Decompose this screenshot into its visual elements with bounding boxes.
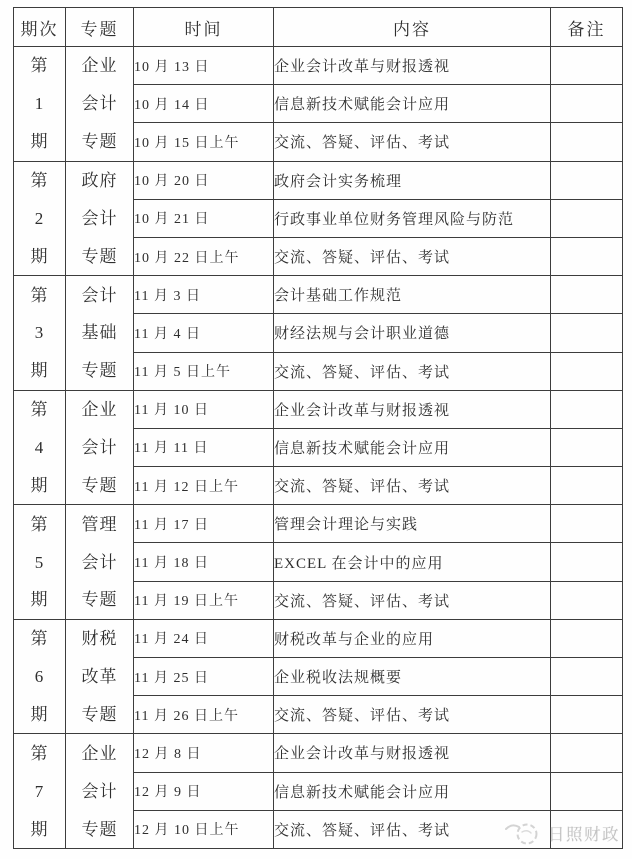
topic-line: 企业 <box>81 56 118 76</box>
note-cell <box>551 772 623 810</box>
header-cell-content: 内容 <box>274 8 551 47</box>
period-line: 期 <box>30 361 49 381</box>
topic-line: 专题 <box>81 819 118 839</box>
period-stack <box>14 47 65 161</box>
period-line: 3 <box>34 323 45 343</box>
content-cell: 企业会计改革与财报透视 <box>274 390 551 428</box>
header-cell-period: 期次 <box>14 8 66 47</box>
content-cell: 交流、答疑、评估、考试 <box>274 810 551 848</box>
period-line: 第 <box>30 170 49 190</box>
period-cell <box>14 619 66 734</box>
period-line: 第 <box>30 56 49 76</box>
note-cell <box>551 199 623 237</box>
period-line: 期 <box>30 475 49 495</box>
period-line: 期 <box>30 704 49 724</box>
table-row <box>14 276 623 314</box>
topic-stack <box>66 391 133 505</box>
time-cell: 12 月 9 日 <box>134 772 274 810</box>
period-line: 5 <box>34 552 45 572</box>
topic-stack <box>66 162 133 276</box>
topic-cell <box>66 390 134 505</box>
content-cell: 交流、答疑、评估、考试 <box>274 123 551 161</box>
time-cell: 11 月 25 日 <box>134 658 274 696</box>
period-cell <box>14 161 66 276</box>
topic-line: 专题 <box>81 361 118 381</box>
time-cell: 10 月 21 日 <box>134 199 274 237</box>
time-cell: 11 月 19 日上午 <box>134 581 274 619</box>
topic-cell <box>66 619 134 734</box>
table-row <box>14 505 623 543</box>
period-stack <box>14 620 65 734</box>
table-row <box>14 734 623 772</box>
time-cell: 11 月 26 日上午 <box>134 696 274 734</box>
content-cell: 企业税收法规概要 <box>274 658 551 696</box>
content-cell: 政府会计实务梳理 <box>274 161 551 199</box>
period-line: 第 <box>30 400 49 420</box>
schedule-table <box>13 7 623 849</box>
header-cell-note: 备注 <box>551 8 623 47</box>
note-cell <box>551 581 623 619</box>
table-row <box>14 619 623 657</box>
period-stack <box>14 505 65 619</box>
period-line: 第 <box>30 743 49 763</box>
time-cell: 11 月 3 日 <box>134 276 274 314</box>
period-line: 7 <box>34 781 45 801</box>
topic-line: 专题 <box>81 132 118 152</box>
topic-line: 专题 <box>81 704 118 724</box>
period-stack <box>14 391 65 505</box>
time-cell: 10 月 20 日 <box>134 161 274 199</box>
time-cell: 11 月 18 日 <box>134 543 274 581</box>
content-cell: 信息新技术赋能会计应用 <box>274 428 551 466</box>
topic-line: 专题 <box>81 246 118 266</box>
note-cell <box>551 352 623 390</box>
period-stack <box>14 162 65 276</box>
time-cell: 11 月 12 日上午 <box>134 467 274 505</box>
time-cell: 10 月 15 日上午 <box>134 123 274 161</box>
topic-line: 专题 <box>81 475 118 495</box>
note-cell <box>551 237 623 275</box>
note-cell <box>551 543 623 581</box>
period-line: 6 <box>34 667 45 687</box>
period-line: 1 <box>34 94 45 114</box>
topic-cell <box>66 505 134 620</box>
topic-cell <box>66 47 134 162</box>
period-cell <box>14 276 66 391</box>
table-row <box>14 390 623 428</box>
topic-line: 基础 <box>81 323 118 343</box>
note-cell <box>551 734 623 772</box>
topic-line: 财税 <box>81 629 118 649</box>
header-cell-topic: 专题 <box>66 8 134 47</box>
period-cell <box>14 734 66 849</box>
topic-stack <box>66 276 133 390</box>
note-cell <box>551 123 623 161</box>
table-row <box>14 47 623 85</box>
note-cell <box>551 810 623 848</box>
topic-stack <box>66 47 133 161</box>
content-cell: 管理会计理论与实践 <box>274 505 551 543</box>
note-cell <box>551 85 623 123</box>
period-line: 第 <box>30 514 49 534</box>
topic-cell <box>66 734 134 849</box>
header-row <box>14 8 623 47</box>
note-cell <box>551 390 623 428</box>
note-cell <box>551 161 623 199</box>
note-cell <box>551 619 623 657</box>
period-line: 第 <box>30 285 49 305</box>
watermark-label: 日照财政 <box>548 825 620 844</box>
topic-line: 企业 <box>81 400 118 420</box>
period-line: 期 <box>30 132 49 152</box>
content-cell: EXCEL 在会计中的应用 <box>274 543 551 581</box>
topic-line: 会计 <box>81 437 118 457</box>
content-cell: 企业会计改革与财报透视 <box>274 734 551 772</box>
topic-stack <box>66 620 133 734</box>
topic-line: 管理 <box>81 514 118 534</box>
content-cell: 信息新技术赋能会计应用 <box>274 85 551 123</box>
time-cell: 11 月 11 日 <box>134 428 274 466</box>
topic-cell <box>66 161 134 276</box>
topic-cell <box>66 276 134 391</box>
time-cell: 10 月 14 日 <box>134 85 274 123</box>
table-row <box>14 161 623 199</box>
content-cell: 交流、答疑、评估、考试 <box>274 237 551 275</box>
note-cell <box>551 467 623 505</box>
note-cell <box>551 658 623 696</box>
note-cell <box>551 696 623 734</box>
content-cell: 交流、答疑、评估、考试 <box>274 581 551 619</box>
note-cell <box>551 276 623 314</box>
content-cell: 财经法规与会计职业道德 <box>274 314 551 352</box>
period-stack <box>14 734 65 848</box>
topic-line: 会计 <box>81 208 118 228</box>
time-cell: 10 月 22 日上午 <box>134 237 274 275</box>
content-cell: 交流、答疑、评估、考试 <box>274 467 551 505</box>
content-cell: 信息新技术赋能会计应用 <box>274 772 551 810</box>
header-cell-time: 时间 <box>134 8 274 47</box>
topic-stack <box>66 734 133 848</box>
topic-line: 会计 <box>81 94 118 114</box>
time-cell: 10 月 13 日 <box>134 47 274 85</box>
time-cell: 11 月 5 日上午 <box>134 352 274 390</box>
content-cell: 企业会计改革与财报透视 <box>274 47 551 85</box>
content-cell: 行政事业单位财务管理风险与防范 <box>274 199 551 237</box>
topic-line: 会计 <box>81 781 118 801</box>
period-line: 第 <box>30 629 49 649</box>
time-cell: 12 月 8 日 <box>134 734 274 772</box>
topic-line: 企业 <box>81 743 118 763</box>
period-line: 期 <box>30 246 49 266</box>
note-cell <box>551 505 623 543</box>
time-cell: 11 月 10 日 <box>134 390 274 428</box>
period-line: 期 <box>30 590 49 610</box>
time-cell: 11 月 17 日 <box>134 505 274 543</box>
topic-stack <box>66 505 133 619</box>
period-line: 4 <box>34 437 45 457</box>
note-cell <box>551 428 623 466</box>
time-cell: 11 月 4 日 <box>134 314 274 352</box>
content-cell: 财税改革与企业的应用 <box>274 619 551 657</box>
period-line: 期 <box>30 819 49 839</box>
note-cell <box>551 47 623 85</box>
topic-line: 改革 <box>81 667 118 687</box>
time-cell: 12 月 10 日上午 <box>134 810 274 848</box>
period-stack <box>14 276 65 390</box>
topic-line: 会计 <box>81 285 118 305</box>
note-cell <box>551 314 623 352</box>
period-cell <box>14 47 66 162</box>
period-cell <box>14 390 66 505</box>
content-cell: 交流、答疑、评估、考试 <box>274 696 551 734</box>
content-cell: 会计基础工作规范 <box>274 276 551 314</box>
time-cell: 11 月 24 日 <box>134 619 274 657</box>
topic-line: 会计 <box>81 552 118 572</box>
topic-line: 专题 <box>81 590 118 610</box>
content-cell: 交流、答疑、评估、考试 <box>274 352 551 390</box>
topic-line: 政府 <box>81 170 118 190</box>
period-line: 2 <box>34 208 45 228</box>
period-cell <box>14 505 66 620</box>
